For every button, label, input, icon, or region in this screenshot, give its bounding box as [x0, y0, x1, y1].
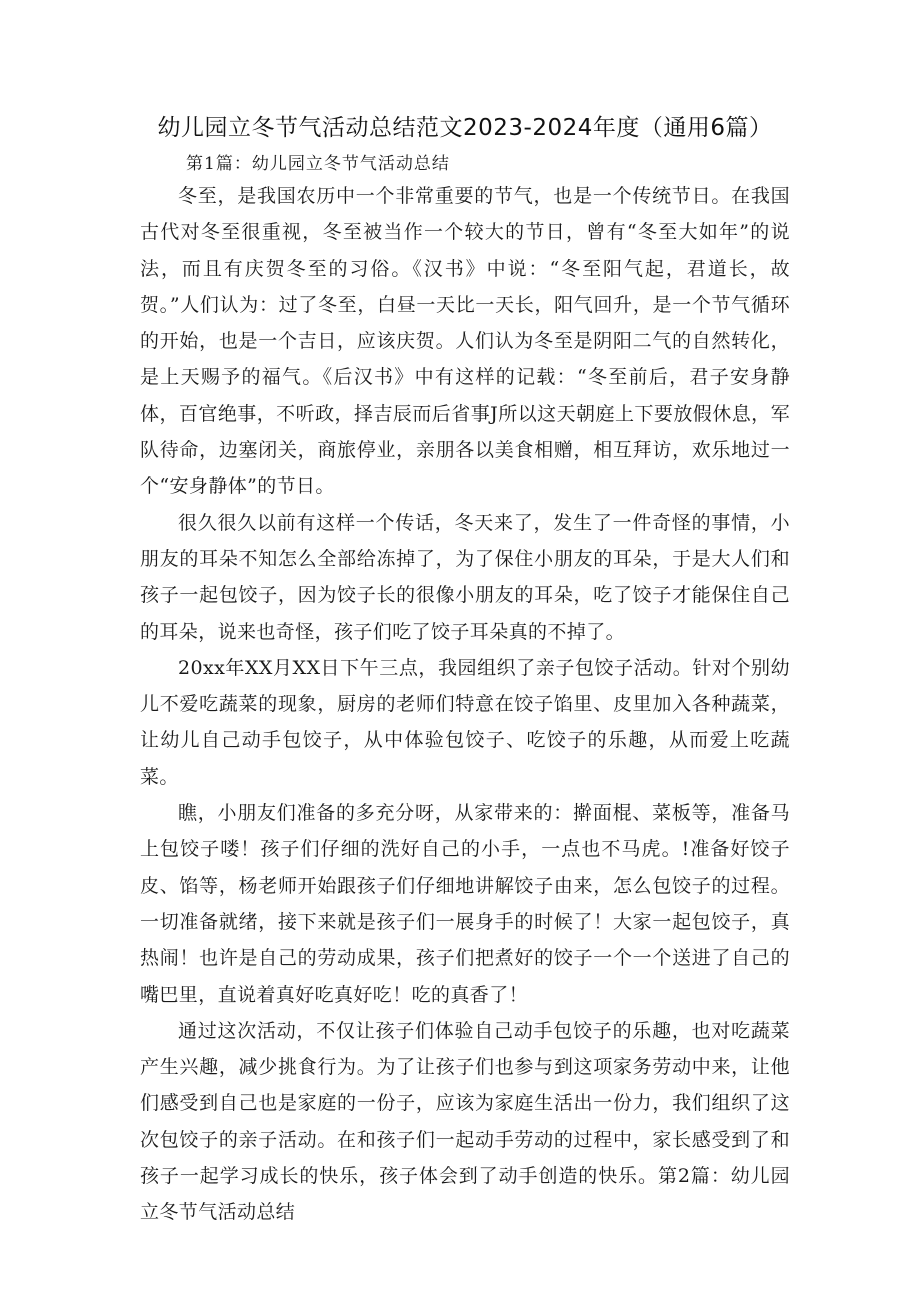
section-heading-2: 第2篇：幼儿园立冬节气活动总结: [140, 1165, 791, 1224]
section-heading-1: 第1篇：幼儿园立冬节气活动总结: [186, 154, 450, 174]
paragraph-2: 很久很久以前有这样一个传话，冬天来了，发生了一件奇怪的事情，小朋友的耳朵不知怎么全部给冻掉了，为了保住小朋友的耳朵，于是大人们和孩子一起包饺子，因为饺子长的很像小朋友的耳朵，吃了饺子才能保住自己的耳朵，说来也奇怪，孩子们吃了饺子耳朵真的不掉了。: [140, 511, 790, 643]
document-body: [140, 178, 790, 1231]
paragraph-1: 冬至，是我国农历中一个非常重要的节气，也是一个传统节日。在我国古代对冬至很重视，冬至被当作一个较大的节日，曾有“冬至大如年”的说法，而且有庆贺冬至的习俗。《汉书》中说：“冬至阳气起，君道长，故贺。”人们认为：过了冬至，白昼一天比一天长，阳气回升，是一个节气循环的开始，也是一个吉日，应该庆贺。人们认为冬至是阴阳二气的自然转化，是上天赐予的福气。《后汉书》中有这样的记载：“冬至前后，君子安身静体，百官绝事，不听政，择吉辰而后省事J所以这天朝庭上下要放假休息，军队待命，边塞闭关，商旅停业，亲朋各以美食相赠，相互拜访，欢乐地过一个“安身静体”的节日。: [140, 185, 790, 498]
paragraph-3: 20xx年XX月XX日下午三点，我园组织了亲子包饺子活动。针对个别幼儿不爱吃蔬菜的现象，厨房的老师们特意在饺子馅里、皮里加入各种蔬菜，让幼儿自己动手包饺子，从中体验包饺子、吃饺子的乐趣，从而爱上吃蔬菜。: [140, 656, 790, 788]
paragraph-5-text: 通过这次活动，不仅让孩子们体验自己动手包饺子的乐趣，也对吃蔬菜产生兴趣，减少挑食行为。为了让孩子们也参与到这项家务劳动中来，让他们感受到自己也是家庭的一份子，应该为家庭生活出一份力，我们组织了这次包饺子的亲子活动。在和孩子们一起动手劳动的过程中，家长感受到了和孩子一起学习成长的快乐，孩子体会到了动手创造的快乐。: [140, 1019, 790, 1188]
paragraph-4: 瞧，小朋友们准备的多充分呀，从家带来的：擀面棍、菜板等，准备马上包饺子喽！孩子们仔细的洗好自己的小手，一点也不马虎。!准备好饺子皮、馅等，杨老师开始跟孩子们仔细地讲解饺子由来，怎么包饺子的过程。一切准备就绪，接下来就是孩子们一展身手的时候了！大家一起包饺子，真热闹！也许是自己的劳动成果，孩子们把煮好的饺子一个一个送进了自己的嘴巴里，直说着真好吃真好吃！吃的真香了！: [140, 802, 790, 1006]
paragraph-5: [140, 1013, 790, 1231]
document-title: 幼儿园立冬节气活动总结范文2023-2024年度（通用6篇）: [157, 115, 773, 141]
